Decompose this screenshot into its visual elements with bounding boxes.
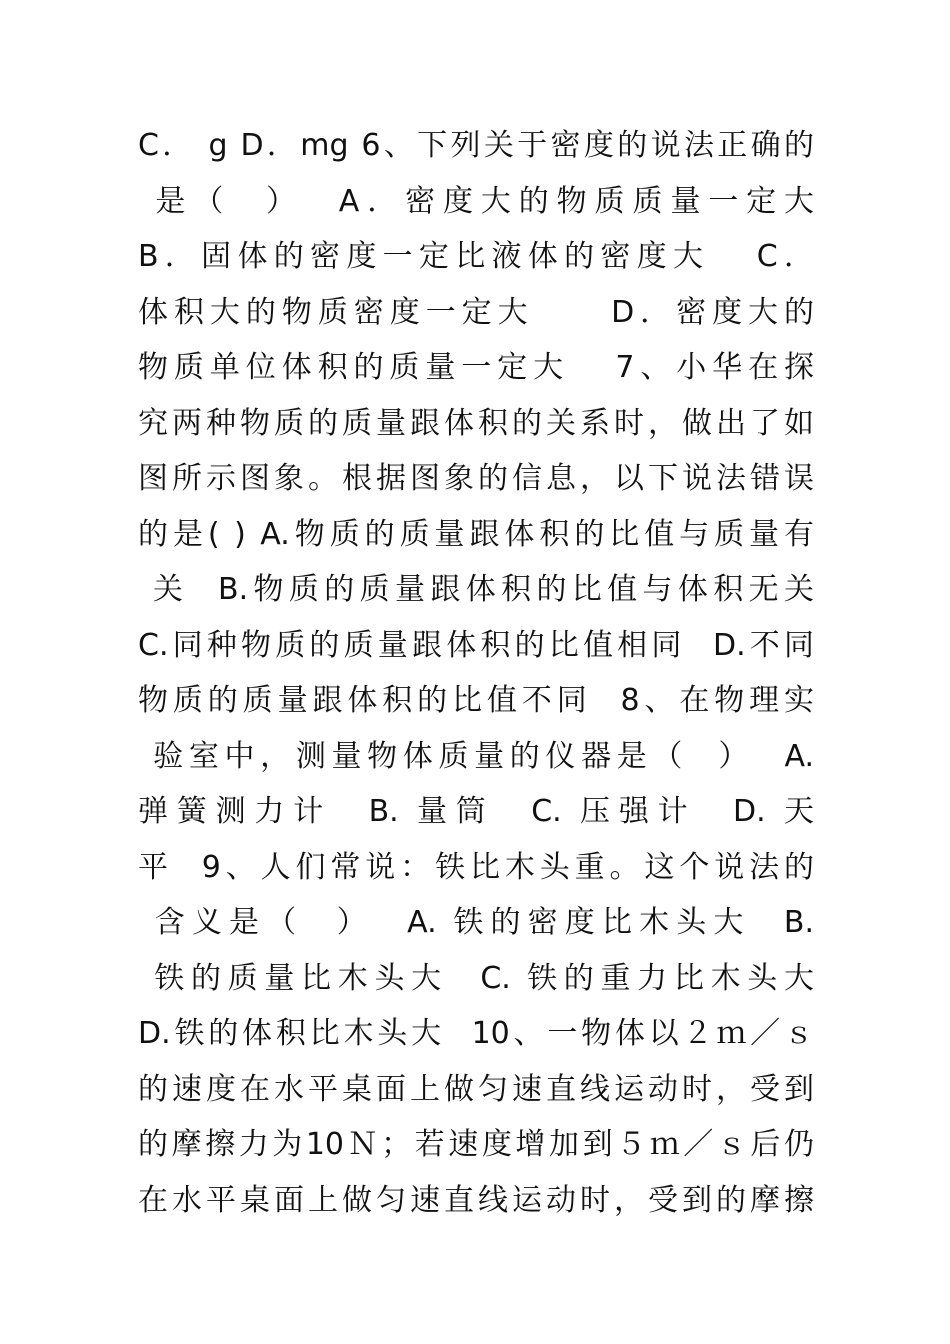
- text-line: 究两种物质的质量跟体积的关系时，做出了如: [138, 405, 814, 441]
- text-line: 体积大的物质密度一定大 D．密度大的: [138, 294, 814, 330]
- text-line: 物质单位体积的质量一定大 7、小华在探: [138, 350, 814, 385]
- text-line: 铁的质量比木头大 C. 铁的重力比木头大: [138, 960, 814, 996]
- text-line: 验室中，测量物体质量的仪器是（ ） A.: [138, 738, 814, 774]
- text-line: C． g D．mg 6、下列关于密度的说法正确的: [138, 128, 814, 163]
- text-line: 的速度在水平桌面上做匀速直线运动时，受到: [138, 1071, 814, 1107]
- text-line: C.同种物质的质量跟体积的比值相同 D.不同: [138, 627, 814, 663]
- text-line: 含义是（ ） A. 铁的密度比木头大 B.: [138, 905, 814, 940]
- text-line: 弹簧测力计 B. 量筒 C. 压强计 D. 天: [138, 794, 814, 829]
- text-line: 关 B.物质的质量跟体积的比值与体积无关: [138, 572, 814, 607]
- text-line: 是（ ） A．密度大的物质质量一定大: [138, 183, 814, 219]
- text-line: 在水平桌面上做匀速直线运动时，受到的摩擦: [138, 1182, 814, 1218]
- text-line: 物质的质量跟体积的比值不同 8、在物理实: [138, 683, 814, 718]
- text-line: D.铁的体积比木头大 10、一物体以２ｍ／ｓ: [138, 1016, 814, 1051]
- text-line: 平 9、人们常说：铁比木头重。这个说法的: [138, 849, 814, 885]
- text-line: 图所示图象。根据图象的信息，以下说法错误: [138, 461, 814, 496]
- question-text-block: [138, 118, 814, 1228]
- text-line: 的摩擦力为10Ｎ；若速度增加到５ｍ／ｓ后仍: [138, 1127, 814, 1162]
- text-line: B．固体的密度一定比液体的密度大 C．: [138, 239, 814, 274]
- text-line: 的是( ) A.物质的质量跟体积的比值与质量有: [138, 516, 814, 552]
